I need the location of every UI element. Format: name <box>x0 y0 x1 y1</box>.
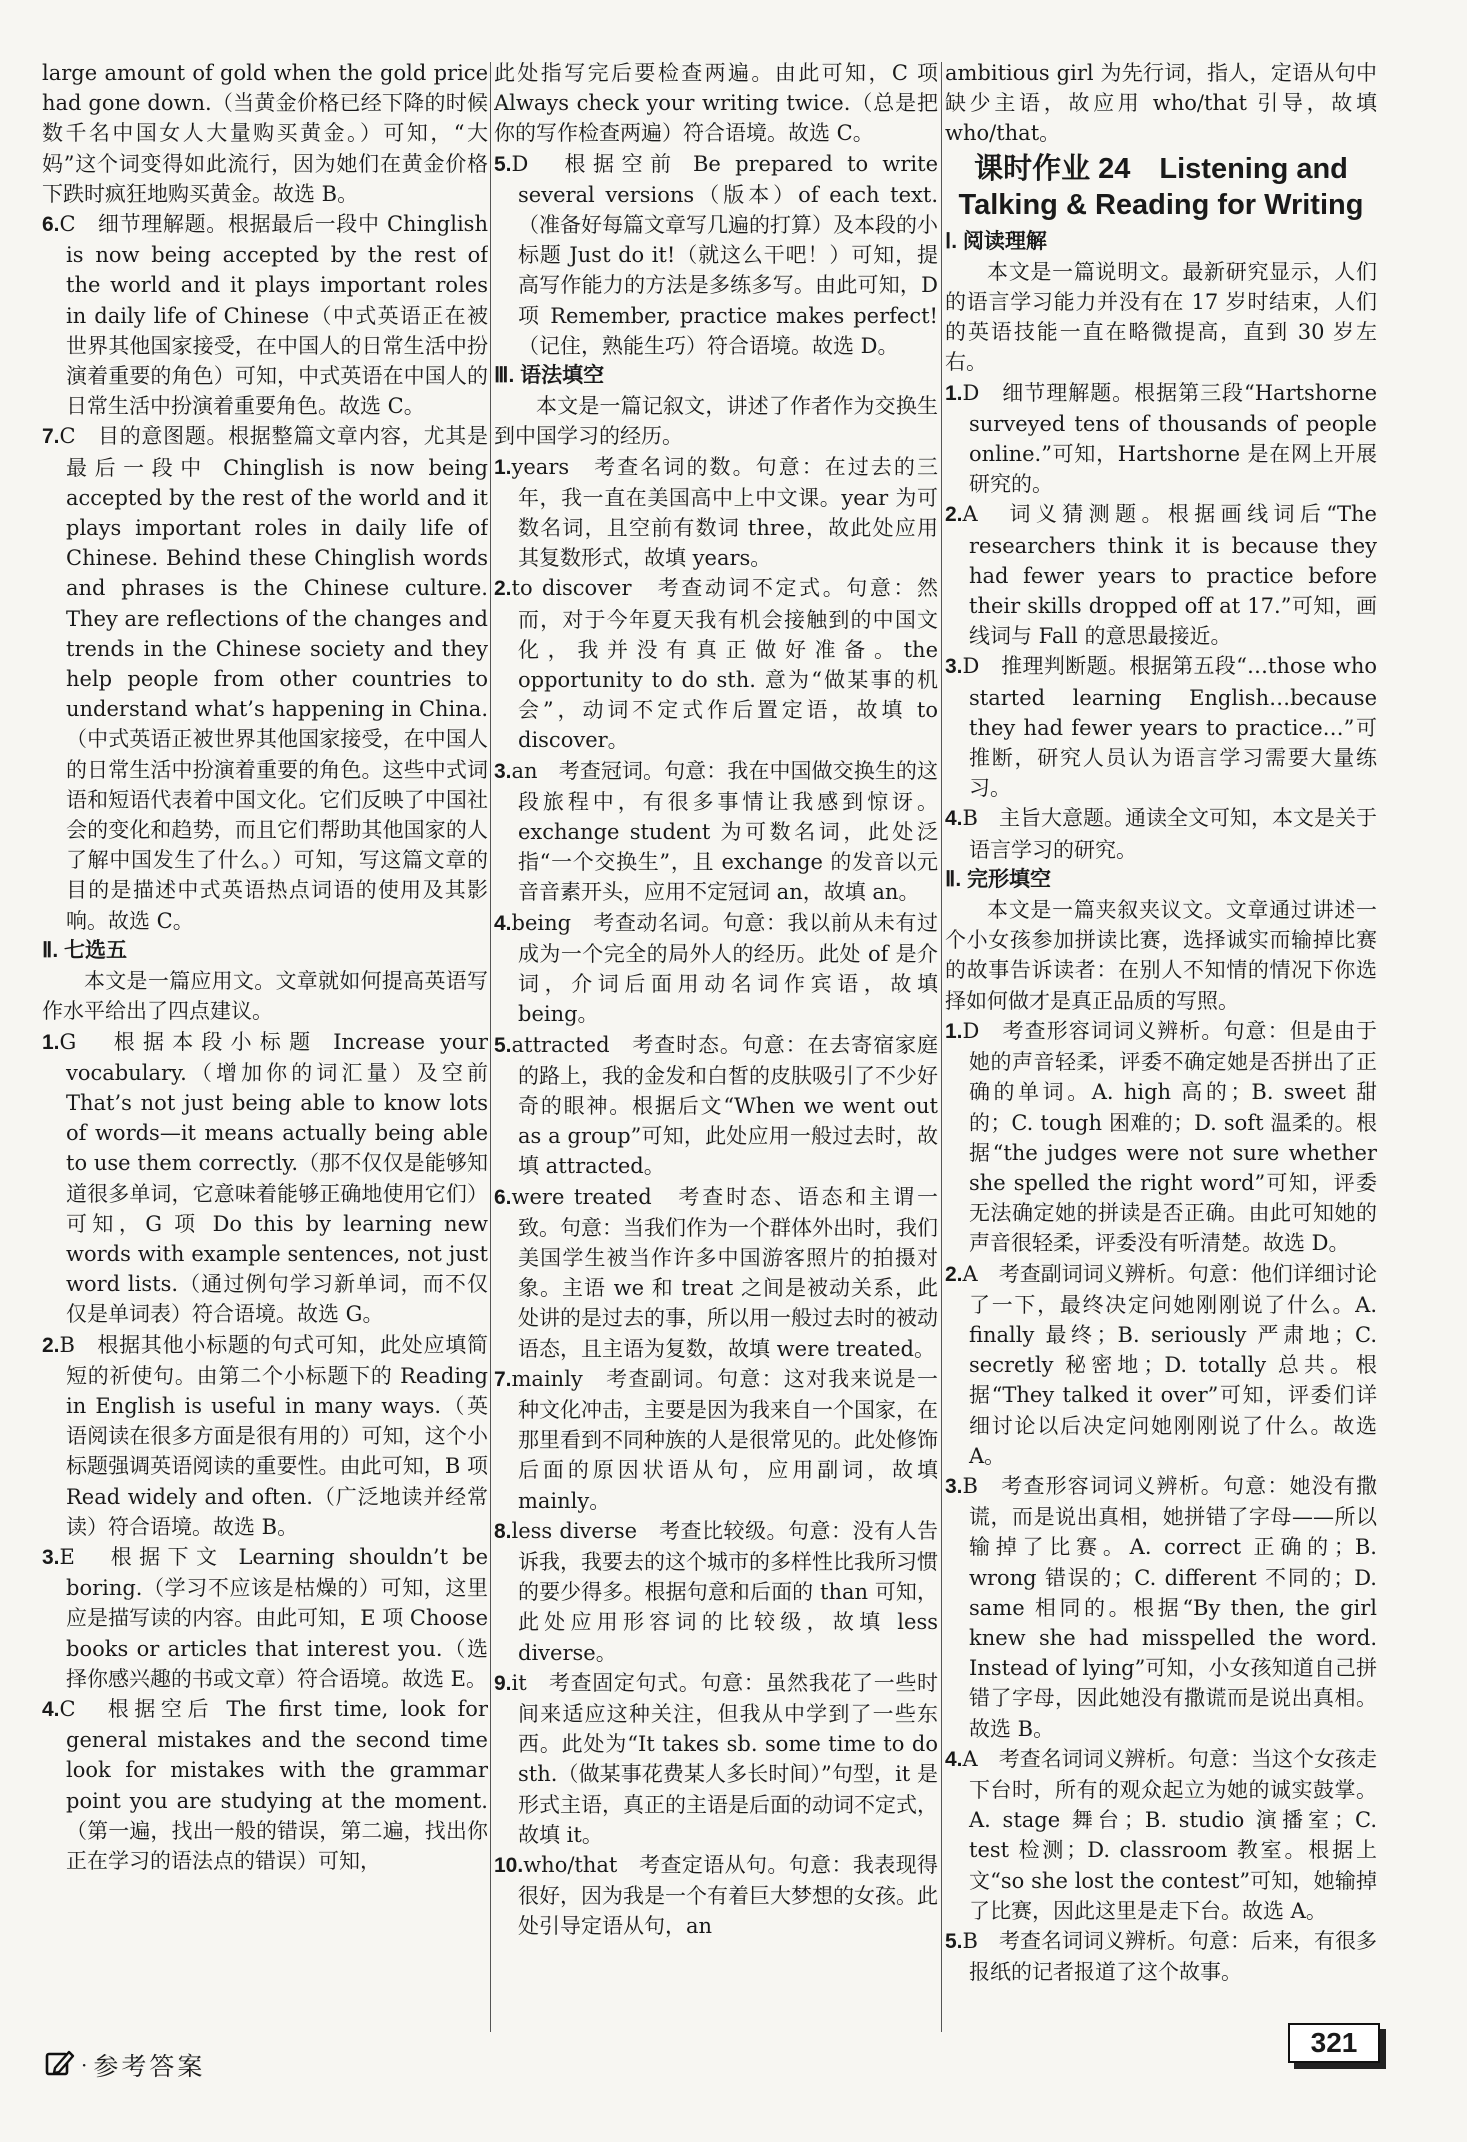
passage-summary: 本文是一篇应用文。文章就如何提高英语写作水平给出了四点建议。 <box>42 969 488 1024</box>
answer-text: B 根据其他小标题的句式可知，此处应填简短的祈使句。由第二个小标题下的 Reading in English is useful in many ways.（英语阅读在很多方面是很有用的）可知，这个小标题强调英语阅读的重要性。由此可知，B 项 Read widely and often.（广泛地读并经常读）符合语境。故选 B。 <box>59 1332 488 1539</box>
column-middle <box>494 58 938 2008</box>
continued-text: large amount of gold when the gold price had gone down.（当黄金价格已经下降的时候数千名中国女人大量购买黄金。）可知，“大妈”这个词变得如此流行，因为她们在黄金价格下跌时疯狂地购买黄金。故选 B。 <box>42 61 488 206</box>
answer-number: 1. <box>494 455 512 479</box>
answer-item <box>42 209 488 421</box>
answer-text: mainly 考查副词。句意：这对我来说是一种文化冲击，主要是因为我来自一个国家，在那里看到不同种族的人是很常见的。此处修饰后面的原因状语从句，应用副词，故填 mainly。 <box>511 1366 938 1513</box>
answer-text: E 根据下文 Learning shouldn’t be boring.（学习不应该是枯燥的）可知，这里应是描写读的内容。由此可知，E 项 Choose books or articles that interest you.（选择你感兴趣的书或文章）符合语境。故选 E。 <box>59 1544 488 1691</box>
answer-item <box>945 499 1377 651</box>
answer-number: 5. <box>494 1033 512 1057</box>
footer <box>45 2045 205 2085</box>
answer-number: 2. <box>494 577 512 601</box>
answer-item <box>42 1330 488 1542</box>
answer-item <box>494 452 938 574</box>
answer-number: 4. <box>945 1747 963 1771</box>
answer-item <box>494 1030 938 1182</box>
column-divider <box>490 62 491 2032</box>
answer-text: attracted 考查时态。句意：在去寄宿家庭的路上，我的金发和白皙的皮肤吸引了不少好奇的眼神。根据后文“When we went out as a group”可知，此处应用一般过去时，故填 attracted。 <box>511 1032 938 1179</box>
page-number: 321 <box>1288 2023 1380 2063</box>
task-title: 课时作业 24 Listening and Talking & Reading for Writing <box>958 152 1364 221</box>
answer-text: were treated 考查时态、语态和主谓一致。句意：当我们作为一个群体外出时，我们美国学生被当作许多中国游客照片的拍摄对象。主语 we 和 treat 之间是被动关系，此处讲的是过去的事，所以用一般过去时的被动语态，且主语为复数，故填 were treated。 <box>511 1184 938 1361</box>
answer-number: 1. <box>42 1030 60 1054</box>
answer-item <box>945 1259 1377 1471</box>
answer-item <box>945 378 1377 500</box>
answer-text: A 考查名词词义辨析。句意：当这个女孩走下台时，所有的观众起立为她的诚实鼓掌。A. stage 舞台；B. studio 演播室；C. test 检测；D. classroom 教室。根据上文“so she lost the contest”可知，她输掉了比赛，因此这里是走下台。故选 A。 <box>962 1746 1377 1923</box>
answer-number: 9. <box>494 1671 512 1695</box>
answer-text: G 根据本段小标题 Increase your vocabulary.（增加你的词汇量）及空前 That’s not just being able to know lots of words—it means actually being able to use them correctly.（那不仅仅是能够知道很多单词，它意味着能够正确地使用它们）可知，G 项 Do this by learning new words with example sentences, not just word lists.（通过例句学习新单词，而不仅仅是单词表）符合语境。故选 G。 <box>59 1029 488 1327</box>
answer-item <box>494 1516 938 1668</box>
answer-text: who/that 考查定语从句。句意：我表现得很好，因为我是一个有着巨大梦想的女孩。此处引导定语从句，an <box>518 1852 938 1939</box>
answer-item <box>42 1027 488 1330</box>
passage-summary: 本文是一篇夹叙夹议文。文章通过讲述一个小女孩参加拼读比赛，选择诚实而输掉比赛的故事告诉读者：在别人不知情的情况下你选择如何做才是真正品质的写照。 <box>945 898 1377 1013</box>
answer-item <box>945 1926 1377 1987</box>
answer-number: 5. <box>945 1929 963 1953</box>
answer-item <box>494 1364 938 1516</box>
answer-number: 3. <box>945 655 963 679</box>
continued-text: ambitious girl 为先行词，指人，定语从句中缺少主语，故应用 who/that 引导，故填 who/that。 <box>945 61 1377 146</box>
answer-item <box>42 1542 488 1694</box>
answer-number: 6. <box>42 213 60 237</box>
answer-item <box>42 421 488 935</box>
answer-text: being 考查动名词。句意：我以前从未有过成为一个完全的局外人的经历。此处 of 是介词，介词后面用动名词作宾语，故填 being。 <box>511 910 938 1027</box>
column-right <box>945 58 1377 2008</box>
answer-number: 10. <box>494 1853 524 1877</box>
section-heading: Ⅱ. 七选五 <box>42 938 128 962</box>
answer-item <box>494 149 938 361</box>
answer-item <box>945 803 1377 864</box>
answer-text: years 考查名词的数。句意：在过去的三年，我一直在美国高中上中文课。year 为可数名词，且空前有数词 three，故此处应用其复数形式，故填 years。 <box>511 454 938 571</box>
answer-text: less diverse 考查比较级。句意：没有人告诉我，我要去的这个城市的多样性比我所习惯的要少得多。根据句意和后面的 than 可知，此处应用形容词的比较级，故填 less diverse。 <box>511 1518 938 1665</box>
answer-text: B 考查形容词词义辨析。句意：她没有撒谎，而是说出真相，她拼错了字母——所以输掉了比赛。A. correct 正确的；B. wrong 错误的；C. different 不同的；D. same 相同的。根据“By then, the girl knew she had misspelled the word. Instead of lying”可知，小女孩知道自己拼错了字母，因此她没有撒谎而是说出真相。故选 B。 <box>962 1473 1377 1741</box>
answer-number: 8. <box>494 1519 512 1543</box>
answer-item <box>494 573 938 755</box>
answer-number: 7. <box>494 1367 512 1391</box>
answer-number: 4. <box>42 1697 60 1721</box>
continued-text: 此处指写完后要检查两遍。由此可知，C 项 Always check your writing twice.（总是把你的写作检查两遍）符合语境。故选 C。 <box>494 61 938 146</box>
answer-item <box>494 908 938 1030</box>
answer-number: 4. <box>494 911 512 935</box>
answer-text: D 根据空前 Be prepared to write several versions（版本）of each text.（准备好每篇文章写几遍的打算）及本段的小标题 Just do it!（就这么干吧！）可知，提高写作能力的方法是多练多写。由此可知，D 项 Remember, practice makes perfect!（记住，熟能生巧）符合语境。故选 D。 <box>511 151 938 358</box>
answer-text: an 考查冠词。句意：我在中国做交换生的这段旅程中，有很多事情让我感到惊讶。exchange student 为可数名词，此处泛指“一个交换生”，且 exchange 的发音以元音音素开头，应用不定冠词 an，故填 an。 <box>511 758 938 905</box>
answer-item <box>494 1182 938 1364</box>
answer-number: 1. <box>945 381 963 405</box>
answer-number: 2. <box>42 1333 60 1357</box>
answer-text: B 考查名词词义辨析。句意：后来，有很多报纸的记者报道了这个故事。 <box>962 1928 1377 1985</box>
answer-text: A 考查副词词义辨析。句意：他们详细讨论了一下，最终决定问她刚刚说了什么。A. finally 最终；B. seriously 严肃地；C. secretly 秘密地；D. totally 总共。根据“They talked it over”可知，评委们详细讨论以后决定问她刚刚说了什么。故选 A。 <box>962 1261 1377 1468</box>
section-heading: Ⅱ. 完形填空 <box>945 867 1052 891</box>
footer-label: 参考答案 <box>93 2052 206 2081</box>
answer-number: 3. <box>945 1474 963 1498</box>
answer-text: D 推理判断题。根据第五段“…those who started learning English…because they had fewer years to practice…”可推断，研究人员认为语言学习需要大量练习。 <box>962 654 1377 801</box>
answer-item <box>494 1850 938 1942</box>
passage-summary: 本文是一篇记叙文，讲述了作者作为交换生到中国学习的经历。 <box>494 394 938 449</box>
column-divider <box>941 62 942 2032</box>
bullet-dot: · <box>81 2053 88 2077</box>
answer-number: 5. <box>494 152 512 176</box>
answer-item <box>945 651 1377 803</box>
answer-text: C 细节理解题。根据最后一段中 Chinglish is now being accepted by the rest of the world and it plays important roles in daily life of Chinese（中式英语正在被世界其他国家接受，在中国人的日常生活中扮演着重要的角色）可知，中式英语在中国人的日常生活中扮演着重要角色。故选 C。 <box>59 212 488 419</box>
column-left <box>42 58 488 2008</box>
pencil-note-icon <box>45 2048 75 2082</box>
answer-number: 2. <box>945 503 963 527</box>
section-heading: Ⅰ. 阅读理解 <box>945 229 1047 253</box>
answer-item <box>494 756 938 908</box>
answer-number: 3. <box>494 759 512 783</box>
answer-text: D 细节理解题。根据第三段“Hartshorne surveyed tens of thousands of people online.”可知，Hartshorne 是在网上开展研究的。 <box>962 380 1377 497</box>
passage-summary: 本文是一篇说明文。最新研究显示，人们的语言学习能力并没有在 17 岁时结束，人们的英语技能一直在略微提高，直到 30 岁左右。 <box>945 259 1377 375</box>
answer-number: 3. <box>42 1545 60 1569</box>
answer-number: 7. <box>42 425 60 449</box>
answer-item <box>42 1694 488 1876</box>
answer-number: 1. <box>945 1019 963 1043</box>
answer-text: to discover 考查动词不定式。句意：然而，对于今年夏天我有机会接触到的中国文化，我并没有真正做好准备。the opportunity to do sth. 意为“做某事的机会”，动词不定式作后置定语，故填 to discover。 <box>511 576 938 753</box>
answer-item <box>945 1471 1377 1744</box>
answer-text: A 词义猜测题。根据画线词后“The researchers think it is because they had fewer years to practice before their skills dropped off at 17.”可知，画线词与 Fall 的意思最接近。 <box>962 502 1377 649</box>
answer-number: 6. <box>494 1185 512 1209</box>
answer-number: 4. <box>945 807 963 831</box>
answer-item <box>494 1668 938 1850</box>
answer-text: B 主旨大意题。通读全文可知，本文是关于语言学习的研究。 <box>962 806 1377 862</box>
answer-text: C 目的意图题。根据整篇文章内容，尤其是最后一段中 Chinglish is now being accepted by the rest of the world and it plays important roles in daily life of Chinese. Behind these Chinglish words and phrases is the Chinese culture. They are reflections of the changes and trends in the Chinese society and they help people from other countries to understand what’s happening in China.（中式英语正被世界其他国家接受，在中国人的日常生活中扮演着重要的角色。这些中式词语和短语代表着中国文化。它们反映了中国社会的变化和趋势，而且它们帮助其他国家的人了解中国发生了什么。）可知，写这篇文章的目的是描述中式英语热点词语的使用及其影响。故选 C。 <box>59 424 488 933</box>
answer-text: D 考查形容词词义辨析。句意：但是由于她的声音轻柔，评委不确定她是否拼出了正确的单词。A. high 高的；B. sweet 甜的；C. tough 困难的；D. soft 温柔的。根据“the judges were not sure whether she spelled the right word”可知，评委无法确定她的拼读是否正确。由此可知她的声音很轻柔，评委没有听清楚。故选 D。 <box>962 1018 1377 1256</box>
answer-text: C 根据空后 The first time, look for general mistakes and the second time look for mistakes with the grammar point you are studying at the moment.（第一遍，找出一般的错误，第二遍，找出你正在学习的语法点的错误）可知， <box>59 1696 488 1873</box>
section-heading: Ⅲ. 语法填空 <box>494 364 605 388</box>
answer-number: 2. <box>945 1262 963 1286</box>
answer-item <box>945 1744 1377 1926</box>
answer-item <box>945 1016 1377 1259</box>
answer-text: it 考查固定句式。句意：虽然我花了一些时间来适应这种关注，但我从中学到了一些东西。此处为“It takes sb. some time to do sth.（做某事花费某人多长时间）”句型，it 是形式主语，真正的主语是后面的动词不定式，故填 it。 <box>511 1670 938 1847</box>
